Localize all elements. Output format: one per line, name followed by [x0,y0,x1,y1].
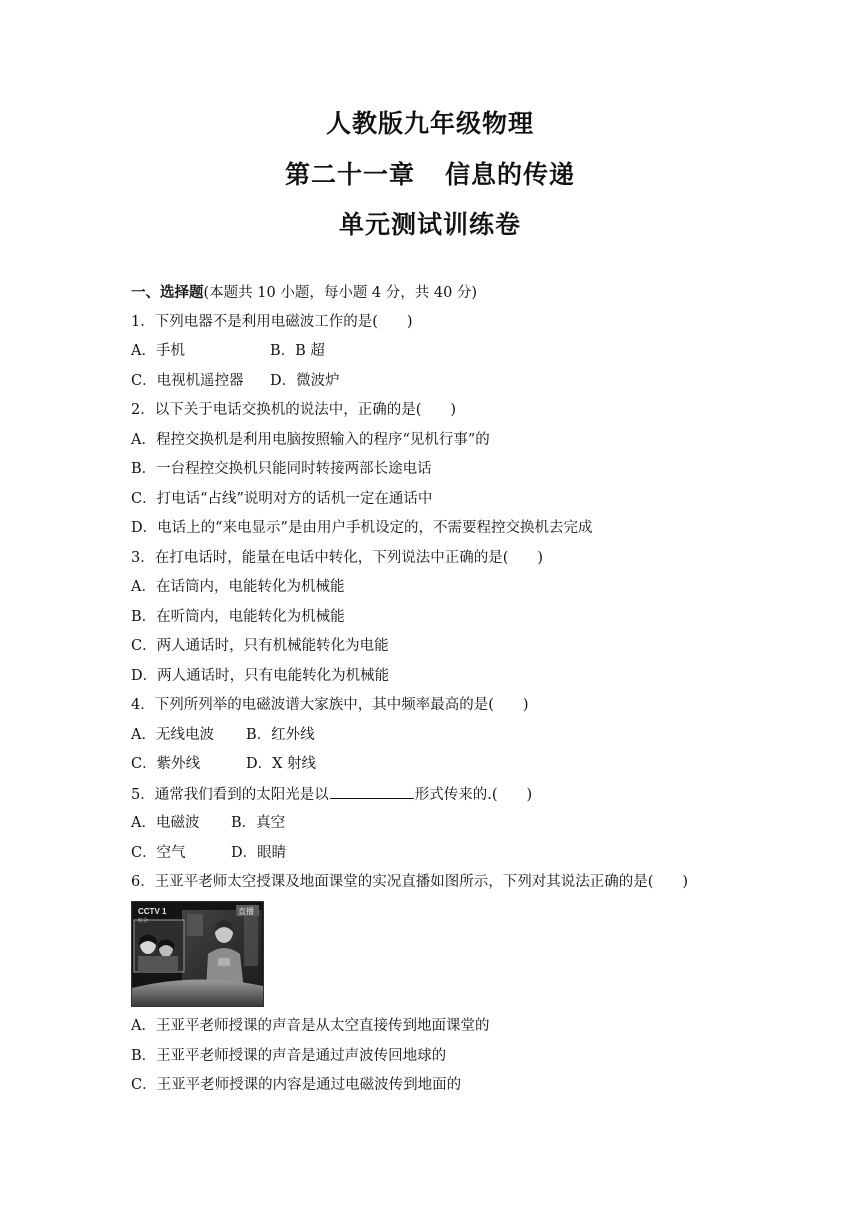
space-lecture-broadcast-image [131,901,264,1007]
q5-option-d: D．眼睛 [231,845,287,861]
question-1-stem: 1．下列电器不是利用电磁波工作的是( ) [131,314,413,330]
q6-option-c: C．王亚平老师授课的内容是通过电磁波传到地面的 [131,1077,462,1093]
q6-option-b: B．王亚平老师授课的声音是通过声波传回地球的 [131,1048,447,1064]
chapter-topic: 信息的传递 [445,160,576,189]
q5-stem-after: 形式传来的.( ) [414,787,533,803]
title-grade-physics: 人教版九年级物理 [325,109,534,138]
q6-option-a: A．王亚平老师授课的声音是从太空直接传到地面课堂的 [131,1018,490,1034]
chapter-number: 第二十一章 [284,160,415,189]
question-4-stem: 4．下列所列举的电磁波谱大家族中，其中频率最高的是( ) [131,697,529,713]
q2-option-a: A．程控交换机是利用电脑按照输入的程序“见机行事”的 [131,432,490,448]
q1-option-c: C．电视机遥控器 [131,373,244,389]
q1-option-d: D．微波炉 [270,373,340,389]
q5-option-a: A．电磁波 [131,815,200,831]
q3-option-c: C．两人通话时，只有机械能转化为电能 [131,638,389,654]
broadcast-illustration [132,902,263,1006]
q3-option-d: D．两人通话时，只有电能转化为机械能 [131,668,390,684]
cctv-logo: CCTV 1 [138,907,167,916]
q4-option-a: A．无线电波 [131,727,214,743]
question-6-stem: 6．王亚平老师太空授课及地面课堂的实况直播如图所示，下列对其说法正确的是( ) [131,874,689,890]
q4-option-b: B．红外线 [246,727,315,743]
section-heading-note: (本题共 10 小题，每小题 4 分，共 40 分) [203,285,478,301]
q2-option-d: D．电话上的“来电显示”是由用户手机设定的，不需要程控交换机去完成 [131,520,593,536]
question-2-stem: 2．以下关于电话交换机的说法中，正确的是( ) [131,402,457,418]
q4-option-d: D．X 射线 [246,756,317,772]
q3-option-b: B．在听筒内，电能转化为机械能 [131,609,345,625]
title-test-name: 单元测试训练卷 [338,210,521,239]
q1-option-b: B．B 超 [270,343,325,359]
q5-stem-before: 5．通常我们看到的太阳光是以 [131,787,329,803]
q4-option-c: C．紫外线 [131,756,201,772]
question-5-stem [131,784,532,805]
live-badge-text: 直播 [238,907,254,916]
q1-option-a: A．手机 [131,343,185,359]
cctv-logo-sub: 综合 [138,918,149,924]
title-chapter [0,155,860,191]
q5-option-c: C．空气 [131,845,186,861]
q3-option-a: A．在话筒内，电能转化为机械能 [131,579,345,595]
question-3-stem: 3．在打电话时，能量在电话中转化，下列说法中正确的是( ) [131,550,544,566]
q5-answer-blank [330,784,414,799]
section-heading [131,283,477,303]
q5-option-b: B．真空 [231,815,286,831]
section-heading-bold: 一、选择题 [131,285,204,301]
q2-option-c: C．打电话“占线”说明对方的话机一定在通话中 [131,491,433,507]
q2-option-b: B．一台程控交换机只能同时转接两部长途电话 [131,461,432,477]
